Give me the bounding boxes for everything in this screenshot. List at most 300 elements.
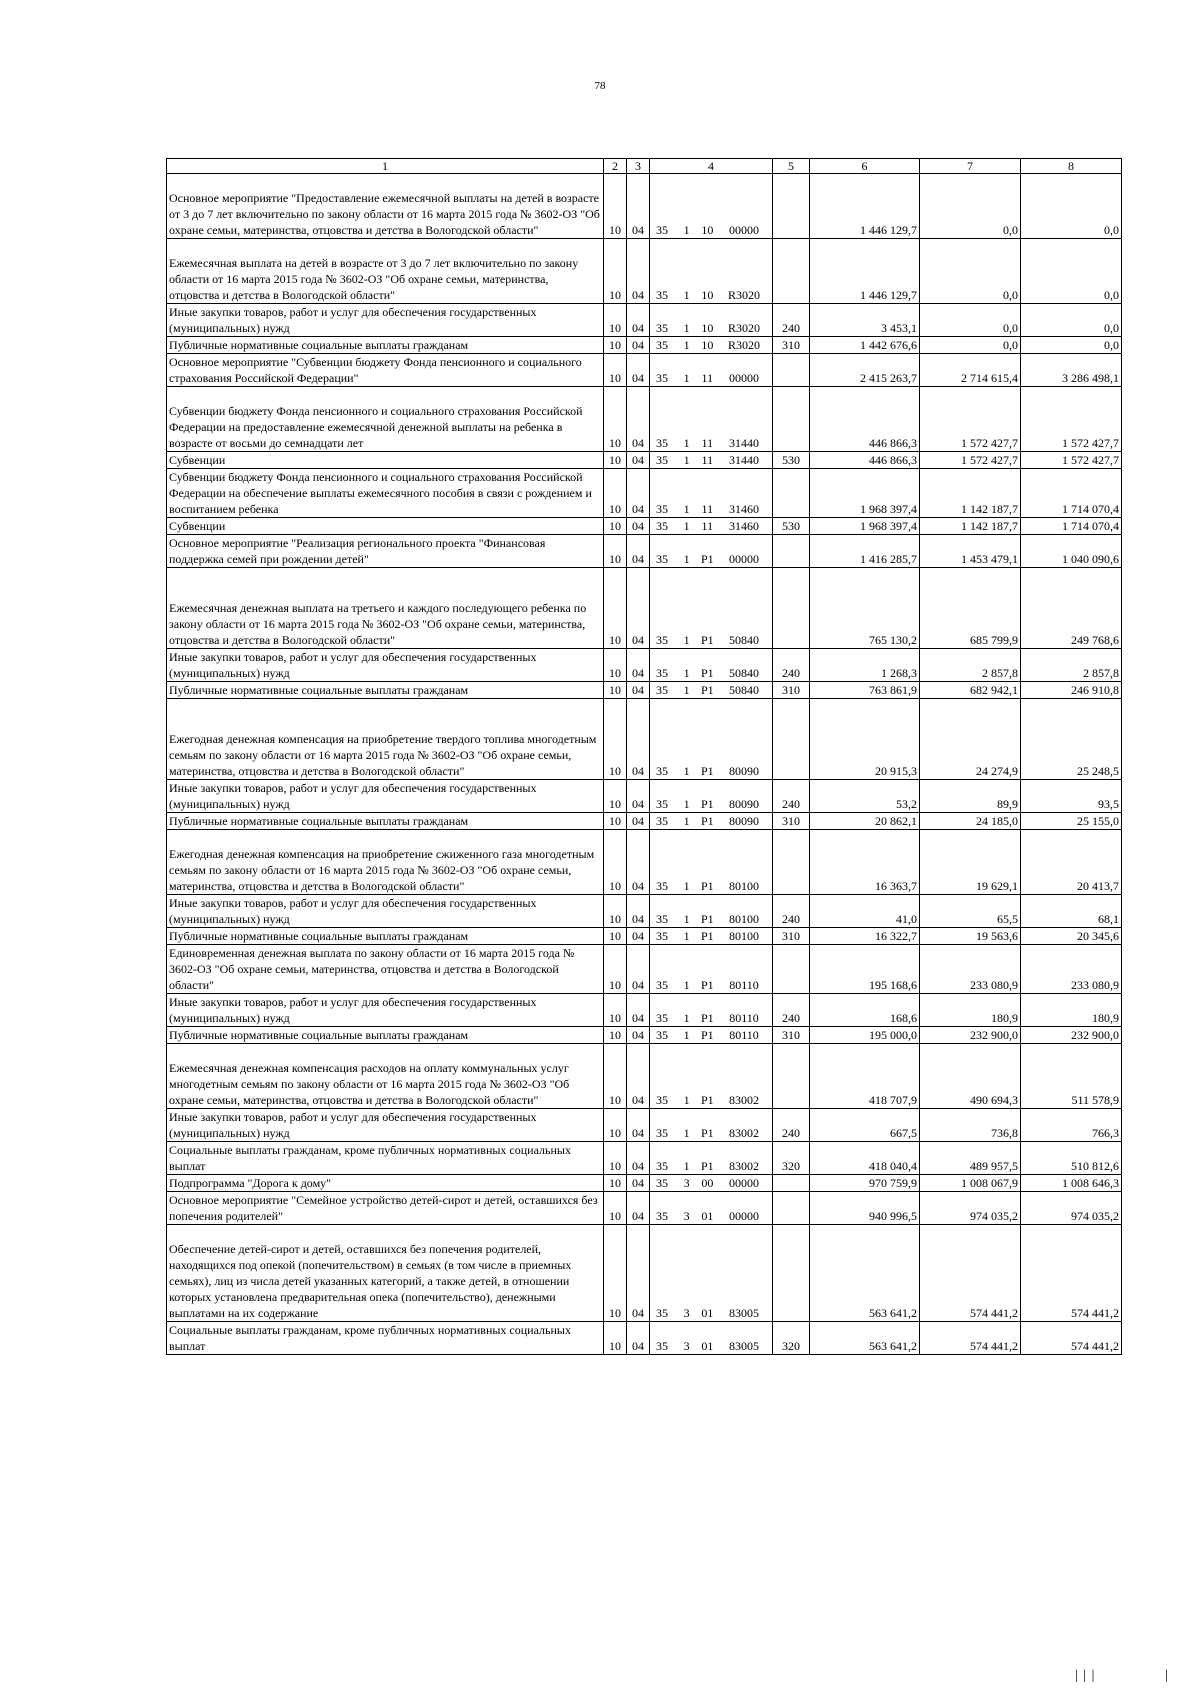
code-activity: 11 — [701, 436, 714, 450]
cell-amount-year2: 1 008 067,9 — [920, 1175, 1021, 1192]
header-col-1: 1 — [167, 159, 604, 174]
table-row — [167, 1142, 1122, 1175]
row-name: Обеспечение детей-сирот и детей, оставшихся без попечения родителей, находящихся под опекой (попечительством) в семьях (в том числе в приемных семьях), лиц из числа детей указанных категорий, а также детей, в отношении которых установлена предварительная опека (попечительство), денежными выплатами на их содержание — [167, 1225, 604, 1322]
cell-amount-year3: 1 714 070,4 — [1021, 518, 1122, 535]
code-direction: 80110 — [729, 978, 759, 992]
cell-section: 10 — [604, 387, 627, 452]
cell-amount-year3: 0,0 — [1021, 337, 1122, 354]
header-col-5: 5 — [773, 159, 810, 174]
code-direction: 80100 — [728, 879, 759, 893]
cell-section: 10 — [604, 1044, 627, 1109]
cell-amount-year2: 0,0 — [920, 337, 1021, 354]
cell-section: 10 — [604, 780, 627, 813]
cell-target-article — [650, 813, 773, 830]
code-subprogram: 1 — [683, 814, 690, 828]
cell-amount-year3: 233 080,9 — [1021, 945, 1122, 994]
cell-section: 10 — [604, 1175, 627, 1192]
cell-subsection: 04 — [627, 568, 650, 649]
code-direction: 31440 — [728, 436, 759, 450]
table-row — [167, 1322, 1122, 1355]
cell-amount-year3: 1 008 646,3 — [1021, 1175, 1122, 1192]
row-name: Ежемесячная денежная выплата на третьего и каждого последующего ребенка по закону области от 16 марта 2015 года № 3602-ОЗ "Об охране семьи, материнства, отцовства и детства в Вологодской области" — [167, 568, 604, 649]
table-row — [167, 1027, 1122, 1044]
cell-expense-type: 310 — [773, 1027, 810, 1044]
cell-section: 10 — [604, 568, 627, 649]
cell-target-article — [650, 1044, 773, 1109]
table-row — [167, 387, 1122, 452]
cell-amount-year1: 20 862,1 — [810, 813, 920, 830]
code-direction: 80110 — [729, 1028, 759, 1042]
cell-amount-year2: 736,8 — [920, 1109, 1021, 1142]
row-name: Публичные нормативные социальные выплаты гражданам — [167, 337, 604, 354]
code-program: 35 — [656, 1011, 668, 1025]
cell-section: 10 — [604, 1225, 627, 1322]
cell-amount-year1: 2 415 263,7 — [810, 354, 920, 387]
cell-amount-year2: 24 185,0 — [920, 813, 1021, 830]
code-direction: 83002 — [728, 1159, 759, 1173]
code-subprogram: 1 — [683, 1011, 690, 1025]
table-row — [167, 780, 1122, 813]
cell-amount-year2: 574 441,2 — [920, 1225, 1021, 1322]
cell-amount-year1: 1 416 285,7 — [810, 535, 920, 568]
table-row — [167, 994, 1122, 1027]
cell-subsection: 04 — [627, 945, 650, 994]
cell-amount-year2: 682 942,1 — [920, 682, 1021, 699]
cell-target-article — [650, 469, 773, 518]
code-activity: 10 — [701, 223, 714, 237]
cell-expense-type: 310 — [773, 682, 810, 699]
code-program: 35 — [656, 1176, 668, 1190]
code-program: 35 — [656, 929, 668, 943]
code-program: 35 — [656, 288, 668, 302]
code-program: 35 — [656, 338, 668, 352]
cell-amount-year1: 667,5 — [810, 1109, 920, 1142]
cell-amount-year1: 563 641,2 — [810, 1322, 920, 1355]
code-subprogram: 1 — [683, 633, 690, 647]
cell-target-article — [650, 1175, 773, 1192]
cell-section: 10 — [604, 337, 627, 354]
code-direction: 80110 — [729, 1011, 759, 1025]
cell-amount-year2: 1 142 187,7 — [920, 518, 1021, 535]
cell-subsection: 04 — [627, 304, 650, 337]
cell-subsection: 04 — [627, 830, 650, 895]
cell-section: 10 — [604, 699, 627, 780]
table-row — [167, 568, 1122, 649]
cell-amount-year2: 2 714 615,4 — [920, 354, 1021, 387]
code-activity: P1 — [700, 1011, 714, 1025]
code-subprogram: 1 — [683, 552, 690, 566]
code-activity: 10 — [701, 288, 714, 302]
code-activity: P1 — [700, 666, 714, 680]
cell-subsection: 04 — [627, 780, 650, 813]
code-subprogram: 3 — [683, 1209, 690, 1223]
cell-subsection: 04 — [627, 813, 650, 830]
cell-amount-year1: 195 168,6 — [810, 945, 920, 994]
cell-subsection: 04 — [627, 387, 650, 452]
cell-amount-year1: 940 996,5 — [810, 1192, 920, 1225]
cell-target-article — [650, 518, 773, 535]
code-direction: 00000 — [728, 223, 759, 237]
cell-section: 10 — [604, 928, 627, 945]
cell-section: 10 — [604, 1192, 627, 1225]
cell-subsection: 04 — [627, 649, 650, 682]
cell-expense-type: 240 — [773, 895, 810, 928]
code-subprogram: 3 — [683, 1339, 690, 1353]
code-subprogram: 1 — [683, 502, 690, 516]
code-program: 35 — [656, 1339, 668, 1353]
cell-section: 10 — [604, 518, 627, 535]
cell-section: 10 — [604, 452, 627, 469]
cell-section: 10 — [604, 239, 627, 304]
code-program: 35 — [656, 1093, 668, 1107]
table-row — [167, 174, 1122, 239]
table-row — [167, 1109, 1122, 1142]
cell-target-article — [650, 239, 773, 304]
row-name: Публичные нормативные социальные выплаты гражданам — [167, 813, 604, 830]
code-activity: P1 — [700, 912, 714, 926]
cell-amount-year2: 490 694,3 — [920, 1044, 1021, 1109]
cell-expense-type: 240 — [773, 994, 810, 1027]
cell-section: 10 — [604, 354, 627, 387]
cell-amount-year1: 195 000,0 — [810, 1027, 920, 1044]
code-program: 35 — [656, 371, 668, 385]
cell-section: 10 — [604, 535, 627, 568]
code-program: 35 — [656, 321, 668, 335]
cell-amount-year3: 510 812,6 — [1021, 1142, 1122, 1175]
code-direction: 00000 — [728, 371, 759, 385]
cell-target-article — [650, 928, 773, 945]
cell-amount-year2: 974 035,2 — [920, 1192, 1021, 1225]
cell-section: 10 — [604, 174, 627, 239]
code-activity: 01 — [701, 1209, 714, 1223]
cell-section: 10 — [604, 304, 627, 337]
cell-amount-year2: 1 572 427,7 — [920, 452, 1021, 469]
cell-expense-type — [773, 469, 810, 518]
cell-expense-type: 320 — [773, 1322, 810, 1355]
code-subprogram: 1 — [683, 764, 690, 778]
code-program: 35 — [656, 1028, 668, 1042]
cell-expense-type: 240 — [773, 780, 810, 813]
table-row — [167, 1044, 1122, 1109]
cell-amount-year2: 0,0 — [920, 239, 1021, 304]
code-activity: P1 — [700, 797, 714, 811]
cell-expense-type: 240 — [773, 304, 810, 337]
code-subprogram: 1 — [683, 666, 690, 680]
code-program: 35 — [656, 1306, 668, 1320]
cell-expense-type — [773, 354, 810, 387]
table-row — [167, 699, 1122, 780]
cell-amount-year1: 1 446 129,7 — [810, 174, 920, 239]
code-direction: 83002 — [728, 1126, 759, 1140]
cell-amount-year1: 970 759,9 — [810, 1175, 920, 1192]
header-row — [167, 159, 1122, 174]
cell-subsection: 04 — [627, 174, 650, 239]
cell-subsection: 04 — [627, 1044, 650, 1109]
cell-section: 10 — [604, 649, 627, 682]
cell-target-article — [650, 780, 773, 813]
cell-subsection: 04 — [627, 928, 650, 945]
row-name: Иные закупки товаров, работ и услуг для обеспечения государственных (муниципальных) нужд — [167, 649, 604, 682]
code-subprogram: 1 — [683, 453, 690, 467]
cell-target-article — [650, 699, 773, 780]
cell-target-article — [650, 354, 773, 387]
code-activity: P1 — [700, 814, 714, 828]
cell-expense-type: 310 — [773, 337, 810, 354]
row-name: Субвенции бюджету Фонда пенсионного и социального страхования Российской Федерации на предоставление ежемесячной денежной выплаты на ребенка в возрасте от восьми до семнадцати лет — [167, 387, 604, 452]
code-program: 35 — [656, 912, 668, 926]
table-row — [167, 1192, 1122, 1225]
cell-subsection: 04 — [627, 1109, 650, 1142]
code-program: 35 — [656, 502, 668, 516]
code-activity: P1 — [700, 978, 714, 992]
code-subprogram: 1 — [683, 1093, 690, 1107]
cell-amount-year1: 1 446 129,7 — [810, 239, 920, 304]
cell-subsection: 04 — [627, 895, 650, 928]
cell-target-article — [650, 535, 773, 568]
code-program: 35 — [656, 978, 668, 992]
cell-amount-year3: 25 248,5 — [1021, 699, 1122, 780]
table-row — [167, 354, 1122, 387]
code-direction: R3020 — [727, 338, 760, 352]
cell-amount-year3: 232 900,0 — [1021, 1027, 1122, 1044]
code-direction: 83002 — [728, 1093, 759, 1107]
cell-section: 10 — [604, 813, 627, 830]
cell-amount-year2: 2 857,8 — [920, 649, 1021, 682]
cell-amount-year3: 511 578,9 — [1021, 1044, 1122, 1109]
cell-target-article — [650, 304, 773, 337]
table-row — [167, 239, 1122, 304]
code-subprogram: 1 — [683, 436, 690, 450]
cell-expense-type — [773, 699, 810, 780]
cell-amount-year1: 563 641,2 — [810, 1225, 920, 1322]
code-activity: P1 — [700, 764, 714, 778]
code-program: 35 — [656, 879, 668, 893]
row-name: Единовременная денежная выплата по закону области от 16 марта 2015 года № 3602-ОЗ "Об охране семьи, материнства, отцовства и детства в Вологодской области" — [167, 945, 604, 994]
cell-amount-year3: 1 572 427,7 — [1021, 452, 1122, 469]
table-row — [167, 452, 1122, 469]
code-activity: 01 — [701, 1339, 714, 1353]
cell-expense-type: 320 — [773, 1142, 810, 1175]
code-program: 35 — [656, 797, 668, 811]
cell-subsection: 04 — [627, 1225, 650, 1322]
table-body — [167, 174, 1122, 1355]
cell-amount-year2: 489 957,5 — [920, 1142, 1021, 1175]
code-activity: P1 — [700, 1093, 714, 1107]
cell-amount-year3: 1 714 070,4 — [1021, 469, 1122, 518]
code-subprogram: 1 — [683, 929, 690, 943]
code-program: 35 — [656, 633, 668, 647]
cell-amount-year2: 19 629,1 — [920, 830, 1021, 895]
code-program: 35 — [656, 552, 668, 566]
cell-amount-year3: 93,5 — [1021, 780, 1122, 813]
code-subprogram: 1 — [683, 1159, 690, 1173]
code-subprogram: 3 — [683, 1176, 690, 1190]
table-row — [167, 304, 1122, 337]
table-row — [167, 469, 1122, 518]
cell-target-article — [650, 1142, 773, 1175]
table-row — [167, 1225, 1122, 1322]
cell-amount-year1: 1 442 676,6 — [810, 337, 920, 354]
cell-amount-year3: 3 286 498,1 — [1021, 354, 1122, 387]
code-program: 35 — [656, 519, 668, 533]
code-direction: 00000 — [728, 552, 759, 566]
code-program: 35 — [656, 436, 668, 450]
code-direction: 80090 — [728, 764, 759, 778]
cell-expense-type: 310 — [773, 813, 810, 830]
row-name: Основное мероприятие "Семейное устройство детей-сирот и детей, оставшихся без попечения родителей" — [167, 1192, 604, 1225]
code-subprogram: 3 — [683, 1306, 690, 1320]
cell-amount-year2: 1 453 479,1 — [920, 535, 1021, 568]
code-direction: 00000 — [728, 1209, 759, 1223]
code-activity: P1 — [700, 879, 714, 893]
cell-subsection: 04 — [627, 682, 650, 699]
cell-amount-year3: 766,3 — [1021, 1109, 1122, 1142]
code-subprogram: 1 — [683, 338, 690, 352]
cell-expense-type — [773, 1225, 810, 1322]
row-name: Основное мероприятие "Предоставление ежемесячной выплаты на детей в возрасте от 3 до 7 лет включительно по закону области от 16 марта 2015 года № 3602-ОЗ "Об охране семьи, материнства, отцовства и детства в Вологодской области" — [167, 174, 604, 239]
row-name: Социальные выплаты гражданам, кроме публичных нормативных социальных выплат — [167, 1322, 604, 1355]
code-activity: 11 — [701, 502, 714, 516]
code-subprogram: 1 — [683, 223, 690, 237]
row-name: Подпрограмма "Дорога к дому" — [167, 1175, 604, 1192]
code-activity: 11 — [701, 371, 714, 385]
cell-expense-type — [773, 945, 810, 994]
code-activity: 00 — [701, 1176, 714, 1190]
code-activity: 01 — [701, 1306, 714, 1320]
code-direction: 31440 — [728, 453, 759, 467]
cell-amount-year1: 446 866,3 — [810, 387, 920, 452]
cell-expense-type: 240 — [773, 1109, 810, 1142]
cell-amount-year1: 3 453,1 — [810, 304, 920, 337]
cell-target-article — [650, 1192, 773, 1225]
cell-amount-year1: 168,6 — [810, 994, 920, 1027]
code-direction: 50840 — [728, 666, 759, 680]
header-col-7: 7 — [920, 159, 1021, 174]
table-row — [167, 1175, 1122, 1192]
cell-expense-type — [773, 1044, 810, 1109]
code-direction: 83005 — [728, 1339, 759, 1353]
cell-amount-year1: 53,2 — [810, 780, 920, 813]
code-direction: 31460 — [728, 519, 759, 533]
table-row — [167, 535, 1122, 568]
cell-expense-type — [773, 387, 810, 452]
cell-amount-year1: 16 322,7 — [810, 928, 920, 945]
row-name: Ежемесячная денежная компенсация расходов на оплату коммунальных услуг многодетным семьям по закону области от 16 марта 2015 года № 3602-ОЗ "Об охране семьи, материнства, отцовства и детства в Вологодской области" — [167, 1044, 604, 1109]
cell-section: 10 — [604, 682, 627, 699]
cell-amount-year3: 574 441,2 — [1021, 1225, 1122, 1322]
row-name: Ежемесячная выплата на детей в возрасте от 3 до 7 лет включительно по закону области от 16 марта 2015 года № 3602-ОЗ "Об охране семьи, материнства, отцовства и детства в Вологодской области" — [167, 239, 604, 304]
code-subprogram: 1 — [683, 912, 690, 926]
cell-amount-year1: 763 861,9 — [810, 682, 920, 699]
code-subprogram: 1 — [683, 978, 690, 992]
budget-table — [166, 158, 1122, 1355]
cell-target-article — [650, 649, 773, 682]
code-activity: 10 — [701, 338, 714, 352]
page-number: 78 — [594, 80, 606, 92]
code-program: 35 — [656, 1126, 668, 1140]
cell-amount-year3: 246 910,8 — [1021, 682, 1122, 699]
cell-amount-year2: 89,9 — [920, 780, 1021, 813]
cell-subsection: 04 — [627, 518, 650, 535]
table-row — [167, 813, 1122, 830]
code-direction: 31460 — [728, 502, 759, 516]
row-name: Публичные нормативные социальные выплаты гражданам — [167, 928, 604, 945]
cell-expense-type — [773, 1175, 810, 1192]
table-row — [167, 830, 1122, 895]
cell-target-article — [650, 387, 773, 452]
cell-subsection: 04 — [627, 452, 650, 469]
cell-amount-year3: 25 155,0 — [1021, 813, 1122, 830]
code-subprogram: 1 — [683, 1126, 690, 1140]
cell-target-article — [650, 452, 773, 469]
header-col-4: 4 — [650, 159, 773, 174]
code-direction: 50840 — [728, 633, 759, 647]
code-direction: 50840 — [728, 683, 759, 697]
cell-amount-year3: 574 441,2 — [1021, 1322, 1122, 1355]
row-name: Иные закупки товаров, работ и услуг для обеспечения государственных (муниципальных) нужд — [167, 895, 604, 928]
code-direction: 00000 — [728, 1176, 759, 1190]
cell-expense-type: 530 — [773, 518, 810, 535]
cell-amount-year3: 0,0 — [1021, 304, 1122, 337]
row-name: Иные закупки товаров, работ и услуг для обеспечения государственных (муниципальных) нужд — [167, 994, 604, 1027]
cell-section: 10 — [604, 1027, 627, 1044]
table-row — [167, 682, 1122, 699]
cell-amount-year3: 68,1 — [1021, 895, 1122, 928]
code-activity: P1 — [700, 683, 714, 697]
cell-subsection: 04 — [627, 1192, 650, 1225]
code-direction: R3020 — [727, 288, 760, 302]
footer-mark-left: | | | — [1075, 1668, 1096, 1683]
table-row — [167, 337, 1122, 354]
code-activity: 11 — [701, 519, 714, 533]
cell-amount-year2: 232 900,0 — [920, 1027, 1021, 1044]
code-subprogram: 1 — [683, 288, 690, 302]
cell-amount-year3: 20 413,7 — [1021, 830, 1122, 895]
cell-subsection: 04 — [627, 1175, 650, 1192]
cell-amount-year3: 0,0 — [1021, 174, 1122, 239]
code-subprogram: 1 — [683, 1028, 690, 1042]
cell-expense-type — [773, 174, 810, 239]
cell-expense-type — [773, 1192, 810, 1225]
code-program: 35 — [656, 764, 668, 778]
table-row — [167, 945, 1122, 994]
header-col-6: 6 — [810, 159, 920, 174]
cell-amount-year3: 1 040 090,6 — [1021, 535, 1122, 568]
cell-amount-year2: 24 274,9 — [920, 699, 1021, 780]
cell-expense-type: 240 — [773, 649, 810, 682]
code-activity: P1 — [700, 552, 714, 566]
cell-subsection: 04 — [627, 469, 650, 518]
code-program: 35 — [656, 1209, 668, 1223]
cell-target-article — [650, 1322, 773, 1355]
cell-amount-year1: 1 968 397,4 — [810, 518, 920, 535]
cell-target-article — [650, 682, 773, 699]
row-name: Субвенции — [167, 452, 604, 469]
code-direction: 83005 — [728, 1306, 759, 1320]
code-program: 35 — [656, 683, 668, 697]
cell-subsection: 04 — [627, 239, 650, 304]
cell-expense-type — [773, 830, 810, 895]
cell-section: 10 — [604, 1109, 627, 1142]
code-subprogram: 1 — [683, 683, 690, 697]
code-activity: P1 — [700, 1159, 714, 1173]
row-name: Иные закупки товаров, работ и услуг для обеспечения государственных (муниципальных) нужд — [167, 304, 604, 337]
cell-amount-year3: 180,9 — [1021, 994, 1122, 1027]
row-name: Социальные выплаты гражданам, кроме публичных нормативных социальных выплат — [167, 1142, 604, 1175]
code-activity: P1 — [700, 633, 714, 647]
cell-amount-year2: 1 572 427,7 — [920, 387, 1021, 452]
row-name: Основное мероприятие "Субвенции бюджету Фонда пенсионного и социального страхования Российской Федерации" — [167, 354, 604, 387]
